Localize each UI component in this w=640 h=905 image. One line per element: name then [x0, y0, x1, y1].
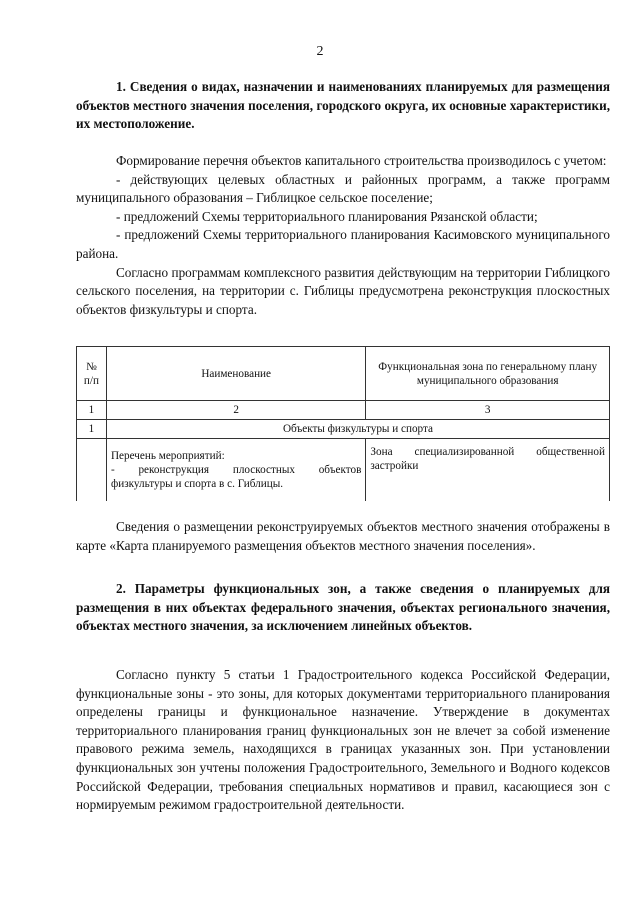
section2-heading: 2. Параметры функциональных зон, а также сведения о планируемых для размещения в них объектах федерального значения, объектах регионального значения, объектах местного значения, за исключением линейных объектов.: [76, 581, 610, 634]
section1-body: [76, 152, 610, 319]
table-group-row: [77, 420, 610, 439]
section2-paragraph: Согласно пункту 5 статьи 1 Градостроительного кодекса Российской Федерации, функциональные зоны - это зоны, для которых документами территориального планирования определены границы и функциональное назначение. Утверждение в документах территориального планирования границ функциональных зон не влечет за собой изменение правового режима земель, находящихся в границах указанных зон. При установлении функциональных зон учтены положения Градостроительного, Земельного и Водного кодексов Российской Федерации, требования специальных нормативов и правил, касающиеся зон с нормируемым режимом градостроительной деятельности.: [76, 667, 610, 813]
table-header-row: [77, 347, 610, 401]
section1-intro: Формирование перечня объектов капитального строительства производилось с учетом:: [116, 153, 607, 168]
colnum-3: 3: [366, 401, 610, 420]
table-row: [77, 439, 610, 501]
header-num: № п/п: [77, 347, 107, 401]
section1-paragraph: Согласно программам комплексного развития действующим на территории Гиблицкого сельского поселения, на территории с. Гиблицы предусмотрена реконструкция плоскостных объектов физкультуры и спорта.: [76, 264, 610, 317]
measure-item: - реконструкция плоскостных объектов физкультуры и спорта в с. Гиблицы.: [110, 464, 362, 490]
table-colnum-row: [77, 401, 610, 420]
measure-title: Перечень мероприятий:: [110, 450, 225, 462]
group-num: 1: [77, 420, 107, 439]
objects-table: [76, 346, 610, 501]
section1-item: - предложений Схемы территориального планирования Рязанской области;: [116, 208, 538, 224]
header-zone: Функциональная зона по генеральному плану муниципального образования: [366, 347, 610, 401]
after-table-paragraph: Сведения о размещении реконструируемых объектов местного значения отображены в карте «Карта планируемого размещения объектов местного значения поселения».: [76, 519, 610, 553]
header-name: Наименование: [106, 347, 365, 401]
section1-item: - предложений Схемы территориального планирования Касимовского муниципального района.: [76, 227, 610, 261]
colnum-1: 1: [77, 401, 107, 420]
colnum-2: 2: [106, 401, 365, 420]
zone-cell: Зона специализированной общественной застройки: [366, 439, 610, 501]
section1-item: - действующих целевых областных и районных программ, а также программ муниципального образования – Гиблицкое сельское поселение;: [76, 171, 610, 206]
group-title: Объекты физкультуры и спорта: [106, 420, 609, 439]
measure-cell: [106, 439, 365, 501]
page-number: 2: [316, 44, 324, 59]
section1-heading: 1. Сведения о видах, назначении и наименованиях планируемых для размещения объектов местного значения поселения, городского округа, их основные характеристики, их местоположение.: [76, 79, 610, 132]
